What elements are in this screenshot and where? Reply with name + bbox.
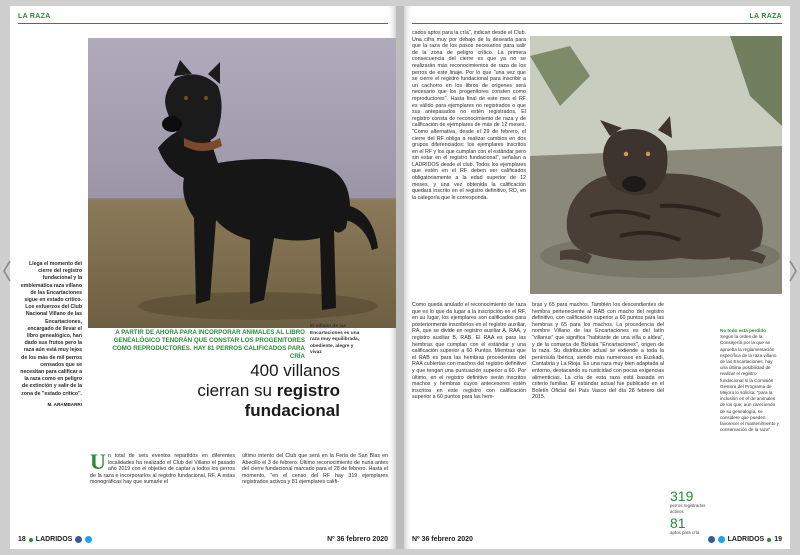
article-kicker: A PARTIR DE AHORA PARA INCORPORAR ANIMALES AL LIBRO GENEALÓGICO TENDRÁN QUE CONSTAR LOS PROGENITORES COMO REPRODUCTORES. HAY 81 PERROS CALIFICADOS PARA CRÍA xyxy=(112,329,305,360)
black-dog-photo xyxy=(88,38,396,328)
page-number-right: 19 xyxy=(774,536,782,543)
sidebar-note xyxy=(720,328,780,433)
brand-left: LADRIDOS xyxy=(35,536,73,543)
left-page xyxy=(10,6,396,549)
page-number-left: 18 xyxy=(18,536,26,543)
facebook-icon xyxy=(75,536,82,543)
stat-registered-label: perros registrados activos xyxy=(670,503,706,514)
section-label-left: LA RAZA xyxy=(18,13,51,20)
dog-photo-illustration-2 xyxy=(530,36,782,294)
twitter-icon xyxy=(718,536,725,543)
headline-line-1: 400 villanos xyxy=(250,361,340,380)
folio-dot-icon xyxy=(29,538,33,542)
left-body-column-2: último intento del Club que será en la Feria de San Blas en Abecillo el 3 de febrero. Último reconocimiento de nuria antes del cierre fundacional marcado para el 28 de febrero. Hasta el momento, "en el censo del RF hay 319 ejemplares registrados activos y 81 ejemplares califi- xyxy=(242,453,388,486)
headline-line-3: fundacional xyxy=(244,401,340,420)
issue-right: Nº 36 febrero 2020 xyxy=(412,536,473,543)
right-body-column-1-top: cados aptos para la cría", indican desde el Club. Una cifra muy por debajo de la deseada para que la raza de los pasos necesarios para salir de la zona de peligro crítico. La primera consecuencia del cierre es que ya no se realizarán más reconocimientos de raza de los perros de este linaje. Por lo que "una vez que se cierre el registro fundacional para inscribir a un cachorro en los libros de orígenes será necesario que los progenitores consten como reproductores". Hasta final de este mes el RF es válido para ejemplares no registrados o que sus antepasados no estén registrados. El registro consta de reconocimiento de raza y de calificación de ejemplares de más de 12 meses. "Como alternativa, desde el 29 de febrero, el cierre del RF obliga a realizar cambios en dos grupos diferenciados: los ejemplares inscritos en el RF y los que cumplan con el estándar pero sin estar en el registro fundacional", señalan a LADRIDOS desde el club. Todos los ejemplares que estén en el RF deben ser calificados obligatoriamente a la edad superior de 12 meses, y una vez obtenida la calificación quedará inscrito en el registro definitivo, RD, en la categoría que le corresponda. xyxy=(412,30,526,201)
sidebar-note-body: Según la orden de la Consejería por la que se aprueba la reglamentación específica de la raza villano de las Encartaciones, hay una última posibilidad de realizar el registro fundacional si la Comisión Gestora del Programa de Mejora lo solicita: "para la inclusión en el de animales de los que, aún careciendo de su genealogía, se considere que pueden favorecer el mantenimiento y conservación de la raza". xyxy=(720,334,779,433)
sidebar-intro-text: Llega el momento del cierre del registro fundacional y la emblemática raza villano de las Encartaciones sigue en estado crítico. Los esfuerzos del Club Nacional Villano de las Encartaciones, encargado de llevar el libro genealógico, han dado sus frutos pero la raza aún está muy lejos de los más de mil perros censados que se necesitan para calificar a la raza como en peligro de extinción y salir de la zona de "estado crítico". xyxy=(20,261,82,397)
twitter-icon xyxy=(85,536,92,543)
folio-right xyxy=(708,536,782,543)
right-body-column-2: bras y 65 para machos. También los descendientes de hembra perteneciente al RAB con macho del registro definitivo, con calificación superior a 60 puntos para las hembras y 65 para los machos. La procedencia del nombre Villano de las Encartaciones es del latín "villanus" que significa "habitante de una villa o aldea", y de la comarca de Bizkaia "Encartaciones", origen de la raza. Su distribución actual se extiende a toda la península Ibérica, siendo más numerosos en Euskadi, Cantabria y La Rioja. Es una raza muy bien adaptada al entorno, destacando su rusticidad con pocas exigencias alimenticias. La cría de esta raza está basada en criterio familiar. El estándar actual fue publicado en el Boletín Oficial del País Vasco del día 28 febrero del 2015. xyxy=(532,302,664,401)
headline-line-2-bold: registro xyxy=(276,381,340,400)
author-credit: M. ARAMBARRI xyxy=(47,401,82,407)
left-body-column-1-text: n total de seis eventos repartidos en diferentes localidades ha realizado el Club del Villano el pasado año 2019 con el objetivo de captar a todos los perros de la raza e incorporarlos al registro fundacional, RF. A estas monográficas hay que sumarle el xyxy=(90,453,235,486)
dog-photo-illustration xyxy=(88,38,396,328)
facebook-icon xyxy=(708,536,715,543)
next-page-button[interactable] xyxy=(786,255,800,287)
headline-line-2-prefix: cierran su xyxy=(197,381,277,400)
brindle-dog-photo xyxy=(530,36,782,294)
folio-left xyxy=(18,536,92,543)
stat-breeding-number: 81 xyxy=(670,515,686,531)
stats-box xyxy=(670,489,720,538)
issue-left: Nº 36 febrero 2020 xyxy=(327,536,388,543)
headline-line-2 xyxy=(130,381,340,401)
brand-right: LADRIDOS xyxy=(727,536,765,543)
drop-cap: U xyxy=(90,449,106,474)
section-rule-left xyxy=(18,23,388,24)
right-body-column-1-bottom: Como queda anulado el reconocimiento de raza que es lo que da lugar a la inscripción en el RF, en su lugar, los ejemplares son calificados para posteriormente inscribirlos en el registro auxiliar, RA, que se divide en registro auxiliar A, RAA, y registro auxiliar B, RAB. El RAA es para las hembras que cumplan con el estándar y una calificación superior a 60 Puntos. Mientras que el RAB es para las hembras procedentes del RAA cubiertas con machos del registro definitivo y que tengan una puntuación superior a 60. Por último, en el registro definitivo serán inscritos machos y hembras cuyos antecesores estén inscritos en este registro con calificación superior a 60 puntos para las hem- xyxy=(412,302,526,401)
sidebar-intro xyxy=(20,261,82,408)
photo-caption: El villano de las Encartaciones es una raza muy equilibrada, obediente, alegre y vivaz xyxy=(310,324,360,356)
right-page xyxy=(404,6,790,549)
article-headline xyxy=(130,361,340,421)
left-body-column-1 xyxy=(90,449,235,486)
spread-gutter xyxy=(396,6,404,549)
previous-page-button[interactable] xyxy=(0,255,14,287)
folio-dot-icon xyxy=(767,538,771,542)
chevron-right-icon xyxy=(788,260,798,282)
section-rule-right xyxy=(412,23,782,24)
sidebar-note-title: No todo está perdido xyxy=(720,328,766,333)
chevron-left-icon xyxy=(2,260,12,282)
stat-registered-number: 319 xyxy=(670,488,694,504)
stat-breeding-label: aptos para cría xyxy=(670,530,700,535)
section-label-right: LA RAZA xyxy=(749,13,782,20)
